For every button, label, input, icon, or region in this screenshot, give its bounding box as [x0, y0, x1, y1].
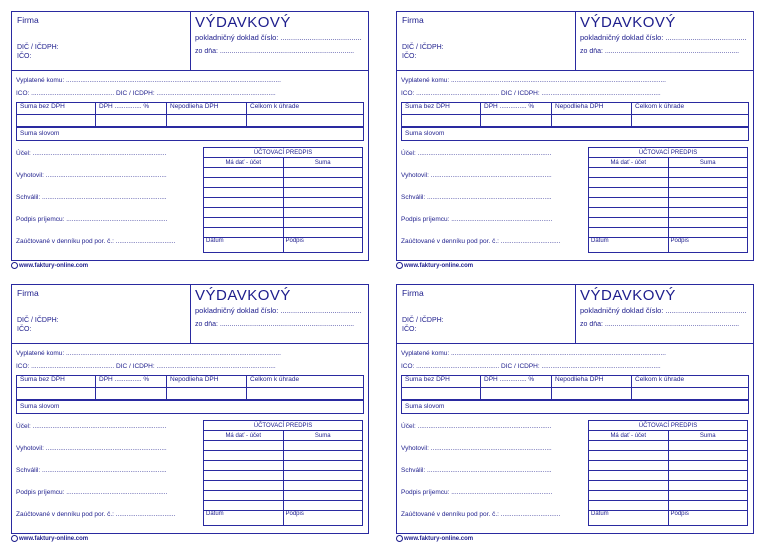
col-vat: DPH ............... % [481, 103, 552, 115]
expense-voucher [11, 11, 369, 261]
accounting-cell [204, 461, 284, 471]
accounting-cell [589, 218, 669, 228]
company-box [12, 12, 191, 70]
journal-entry-line: Zaúčtované v denníku pod por. č.: ................................. [401, 238, 561, 245]
amount-in-words: Suma slovom [16, 127, 364, 141]
voucher-title: VÝDAVKOVÝ [195, 14, 291, 31]
footer-url[interactable] [11, 535, 88, 542]
accounting-cell [204, 218, 284, 228]
col-vat-exempt: Nepodlieha DPH [167, 376, 247, 388]
paid-to-line: Vyplatené komu: ....................................................................................................................... [401, 77, 666, 84]
accounting-cell [668, 188, 748, 198]
accounting-account-header: Má dať - účet [204, 158, 284, 168]
recipient-id-line: IČO: .............................................. DIČ / IČDPH: .................................................................. [401, 90, 661, 97]
purpose-line: Účel: .......................................................................... [401, 423, 552, 430]
accounting-cell [668, 481, 748, 491]
company-box [12, 285, 191, 343]
accounting-cell [204, 471, 284, 481]
vat-exempt-cell [167, 115, 247, 127]
accounting-amount-header: Suma [283, 431, 363, 441]
accounting-cell [283, 198, 363, 208]
accounting-cell [589, 451, 669, 461]
date-cell: Dátum [204, 511, 284, 526]
accounting-cell [204, 208, 284, 218]
voucher-date-label: zo dňa: ..................................................................... [195, 48, 355, 55]
accounting-cell [204, 501, 284, 511]
footer-url-text: www.faktury-online.com [19, 263, 89, 270]
accounting-cell [283, 228, 363, 238]
globe-icon [396, 262, 403, 269]
total-cell [247, 115, 364, 127]
company-label: Firma [402, 288, 424, 298]
accounting-cell [668, 168, 748, 178]
col-total: Celkom k úhrade [247, 376, 364, 388]
voucher-title: VÝDAVKOVÝ [195, 287, 291, 304]
vat-exempt-cell [552, 388, 632, 400]
accounting-table [588, 147, 748, 253]
accounting-cell [668, 198, 748, 208]
vat-id-label: DIČ / IČDPH: [17, 44, 59, 51]
amount-without-vat-cell [402, 388, 481, 400]
voucher-header [12, 285, 368, 344]
voucher-date-label: zo dňa: ..................................................................... [195, 321, 355, 328]
col-vat: DPH ............... % [96, 103, 167, 115]
approved-by-line: Schválil: ..................................................................... [16, 467, 167, 474]
amount-in-words: Suma slovom [401, 127, 749, 141]
col-vat-exempt: Nepodlieha DPH [552, 376, 632, 388]
accounting-cell [668, 491, 748, 501]
accounting-cell [204, 178, 284, 188]
col-amount-without-vat: Suma bez DPH [17, 376, 96, 388]
accounting-cell [204, 188, 284, 198]
globe-icon [11, 262, 18, 269]
col-vat-exempt: Nepodlieha DPH [552, 103, 632, 115]
accounting-table [203, 420, 363, 526]
date-cell: Dátum [589, 238, 669, 253]
expense-voucher [396, 284, 754, 534]
accounting-amount-header: Suma [283, 158, 363, 168]
accounting-cell [668, 228, 748, 238]
col-amount-without-vat: Suma bez DPH [17, 103, 96, 115]
amount-in-words: Suma slovom [16, 400, 364, 414]
accounting-cell [589, 168, 669, 178]
date-cell: Dátum [589, 511, 669, 526]
footer-url-text: www.faktury-online.com [404, 263, 474, 270]
accounting-cell [668, 461, 748, 471]
col-amount-without-vat: Suma bez DPH [402, 103, 481, 115]
prepared-by-line: Vyhotovil: ................................................................... [401, 172, 552, 179]
accounting-cell [204, 168, 284, 178]
vat-cell [481, 115, 552, 127]
accounting-cell [668, 451, 748, 461]
prepared-by-line: Vyhotovil: ................................................................... [16, 172, 167, 179]
recipient-signature-line: Podpis príjemcu: ........................................................ [16, 216, 168, 223]
voucher-header [12, 12, 368, 71]
signature-cell: Podpis [283, 238, 363, 253]
accounting-cell [283, 501, 363, 511]
company-id-label: IČO: [402, 53, 417, 60]
accounting-cell [204, 491, 284, 501]
vat-cell [96, 115, 167, 127]
amount-in-words: Suma slovom [401, 400, 749, 414]
voucher-number-label: pokladničný doklad číslo: ....................................... [195, 306, 362, 315]
accounting-cell [283, 441, 363, 451]
accounting-amount-header: Suma [668, 431, 748, 441]
recipient-signature-line: Podpis príjemcu: ........................................................ [401, 216, 553, 223]
signature-cell: Podpis [668, 238, 748, 253]
accounting-cell [589, 461, 669, 471]
vat-cell [481, 388, 552, 400]
amounts-table [401, 102, 749, 127]
voucher-date-label: zo dňa: ..................................................................... [580, 321, 740, 328]
recipient-signature-line: Podpis príjemcu: ........................................................ [16, 489, 168, 496]
accounting-cell [668, 178, 748, 188]
recipient-id-line: IČO: .............................................. DIČ / IČDPH: .................................................................. [16, 90, 276, 97]
globe-icon [396, 535, 403, 542]
date-cell: Dátum [204, 238, 284, 253]
accounting-account-header: Má dať - účet [589, 431, 669, 441]
accounting-cell [668, 471, 748, 481]
voucher-number-label: pokladničný doklad číslo: ....................................... [580, 306, 747, 315]
accounting-title: ÚČTOVACÍ PREDPIS [589, 421, 748, 431]
accounting-table [203, 147, 363, 253]
total-cell [247, 388, 364, 400]
accounting-cell [283, 178, 363, 188]
accounting-cell [283, 491, 363, 501]
paid-to-line: Vyplatené komu: ....................................................................................................................... [401, 350, 666, 357]
accounting-cell [283, 481, 363, 491]
col-total: Celkom k úhrade [632, 103, 749, 115]
expense-voucher [396, 11, 754, 261]
total-cell [632, 115, 749, 127]
amount-without-vat-cell [402, 115, 481, 127]
voucher-date-label: zo dňa: ..................................................................... [580, 48, 740, 55]
accounting-cell [204, 228, 284, 238]
purpose-line: Účel: .......................................................................... [16, 150, 167, 157]
vat-exempt-cell [167, 388, 247, 400]
col-vat-exempt: Nepodlieha DPH [167, 103, 247, 115]
footer-url[interactable] [396, 262, 473, 269]
approved-by-line: Schválil: ..................................................................... [16, 194, 167, 201]
accounting-title: ÚČTOVACÍ PREDPIS [204, 148, 363, 158]
accounting-title: ÚČTOVACÍ PREDPIS [589, 148, 748, 158]
purpose-line: Účel: .......................................................................... [401, 150, 552, 157]
total-cell [632, 388, 749, 400]
recipient-id-line: IČO: .............................................. DIČ / IČDPH: .................................................................. [401, 363, 661, 370]
signature-cell: Podpis [283, 511, 363, 526]
prepared-by-line: Vyhotovil: ................................................................... [401, 445, 552, 452]
paid-to-line: Vyplatené komu: ....................................................................................................................... [16, 77, 281, 84]
accounting-cell [283, 188, 363, 198]
voucher-number-label: pokladničný doklad číslo: ....................................... [195, 33, 362, 42]
journal-entry-line: Zaúčtované v denníku pod por. č.: ................................. [401, 511, 561, 518]
approved-by-line: Schválil: ..................................................................... [401, 467, 552, 474]
company-label: Firma [402, 15, 424, 25]
accounting-cell [283, 471, 363, 481]
signature-cell: Podpis [668, 511, 748, 526]
accounting-cell [589, 491, 669, 501]
amounts-table [401, 375, 749, 400]
vat-id-label: DIČ / IČDPH: [402, 44, 444, 51]
col-total: Celkom k úhrade [632, 376, 749, 388]
accounting-account-header: Má dať - účet [204, 431, 284, 441]
globe-icon [11, 535, 18, 542]
col-vat: DPH ............... % [96, 376, 167, 388]
amounts-table [16, 102, 364, 127]
company-box [397, 12, 576, 70]
footer-url[interactable] [11, 262, 88, 269]
accounting-cell [589, 441, 669, 451]
accounting-cell [589, 501, 669, 511]
accounting-cell [204, 441, 284, 451]
amount-without-vat-cell [17, 388, 96, 400]
accounting-cell [283, 168, 363, 178]
accounting-table [588, 420, 748, 526]
voucher-number-label: pokladničný doklad číslo: ....................................... [580, 33, 747, 42]
company-id-label: IČO: [17, 53, 32, 60]
approved-by-line: Schválil: ..................................................................... [401, 194, 552, 201]
accounting-cell [283, 461, 363, 471]
prepared-by-line: Vyhotovil: ................................................................... [16, 445, 167, 452]
vat-exempt-cell [552, 115, 632, 127]
recipient-id-line: IČO: .............................................. DIČ / IČDPH: .................................................................. [16, 363, 276, 370]
col-amount-without-vat: Suma bez DPH [402, 376, 481, 388]
voucher-title: VÝDAVKOVÝ [580, 14, 676, 31]
expense-voucher [11, 284, 369, 534]
purpose-line: Účel: .......................................................................... [16, 423, 167, 430]
accounting-cell [589, 188, 669, 198]
company-label: Firma [17, 15, 39, 25]
accounting-cell [283, 451, 363, 461]
company-id-label: IČO: [17, 326, 32, 333]
amounts-table [16, 375, 364, 400]
accounting-cell [668, 218, 748, 228]
recipient-signature-line: Podpis príjemcu: ........................................................ [401, 489, 553, 496]
accounting-title: ÚČTOVACÍ PREDPIS [204, 421, 363, 431]
accounting-cell [589, 471, 669, 481]
col-vat: DPH ............... % [481, 376, 552, 388]
col-total: Celkom k úhrade [247, 103, 364, 115]
footer-url-text: www.faktury-online.com [404, 536, 474, 543]
paid-to-line: Vyplatené komu: ....................................................................................................................... [16, 350, 281, 357]
accounting-amount-header: Suma [668, 158, 748, 168]
accounting-cell [204, 481, 284, 491]
voucher-header [397, 12, 753, 71]
accounting-cell [668, 441, 748, 451]
company-box [397, 285, 576, 343]
accounting-cell [589, 178, 669, 188]
footer-url-text: www.faktury-online.com [19, 536, 89, 543]
vat-id-label: DIČ / IČDPH: [17, 317, 59, 324]
footer-url[interactable] [396, 535, 473, 542]
accounting-cell [589, 198, 669, 208]
company-label: Firma [17, 288, 39, 298]
accounting-cell [668, 208, 748, 218]
accounting-cell [283, 208, 363, 218]
journal-entry-line: Zaúčtované v denníku pod por. č.: ................................. [16, 511, 176, 518]
accounting-cell [589, 481, 669, 491]
amount-without-vat-cell [17, 115, 96, 127]
accounting-cell [204, 451, 284, 461]
accounting-cell [589, 208, 669, 218]
accounting-cell [668, 501, 748, 511]
vat-id-label: DIČ / IČDPH: [402, 317, 444, 324]
accounting-cell [204, 198, 284, 208]
company-id-label: IČO: [402, 326, 417, 333]
vat-cell [96, 388, 167, 400]
voucher-header [397, 285, 753, 344]
voucher-title: VÝDAVKOVÝ [580, 287, 676, 304]
accounting-cell [589, 228, 669, 238]
accounting-cell [283, 218, 363, 228]
journal-entry-line: Zaúčtované v denníku pod por. č.: ................................. [16, 238, 176, 245]
accounting-account-header: Má dať - účet [589, 158, 669, 168]
